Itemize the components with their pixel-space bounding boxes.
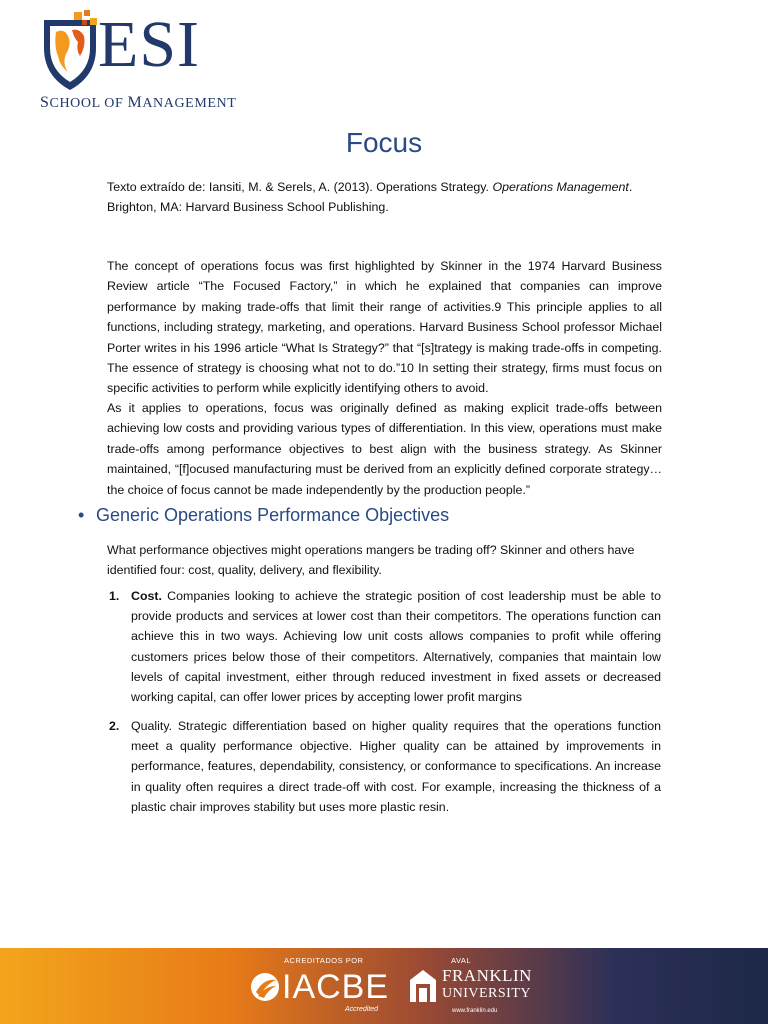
paragraph-2: As it applies to operations, focus was originally defined as making explicit trade-offs between achieving low costs and providing various types of differentiation. In this view, operations must make trade-offs among performance objectives to best align with the business strategy. As Skinner maintained, “[f]ocused manufacturing must be derived from an explicitly defined corporate strategy…the choice of focus cannot be made independently by the production people.” xyxy=(107,401,662,497)
list-term: Cost. xyxy=(131,589,162,603)
list-number: 1. xyxy=(109,589,120,603)
logo-subtitle-initial-1: S xyxy=(40,94,50,111)
citation-suffix: . Brighton, MA: Harvard Business School Publishing. xyxy=(107,180,633,214)
list-text: Strategic differentiation based on higher quality requires that the operations function meet a quality performance objective. Higher quality can be attained by improvements in performance, features, dependability, consistency, or conformance to specifications. An increase in quality often requires a direct trade-off with cost. For example, increasing the thickness of a plastic chair improves stability but uses more plastic resin. xyxy=(131,719,661,814)
logo-subtitle-initial-2: M xyxy=(127,94,143,111)
list-number: 2. xyxy=(109,719,120,733)
franklin-university: UNIVERSITY xyxy=(442,986,531,1001)
footer-banner xyxy=(0,948,768,1024)
iacbe-logo xyxy=(250,968,389,1007)
section-heading xyxy=(78,505,449,526)
paragraph-1: The concept of operations focus was first highlighted by Skinner in the 1974 Harvard Business Review article “The Focused Factory,” in which he explained that companies can improve performance by making trade-offs that limit their range of activities.9 This principle applies to all functions, including strategy, marketing, and operations. Harvard Business School professor Michael Porter writes in his 1996 article “What Is Strategy?” that “[s]trategy is making trade-offs in competing. The essence of strategy is choosing what not to do.”10 In setting their strategy, firms must focus on specific activities to perform while explicitly identifying others to avoid. xyxy=(107,259,662,396)
iacbe-subtitle: Accredited xyxy=(345,1006,379,1013)
section-heading-text: Generic Operations Performance Objectives xyxy=(96,505,450,525)
logo-subtitle-rest-1: CHOOL OF xyxy=(49,96,128,111)
iacbe-text: IACBE xyxy=(282,968,390,1006)
franklin-name: FRANKLIN xyxy=(442,966,532,985)
list-item-quality xyxy=(109,716,661,817)
franklin-url: www.franklin.edu xyxy=(452,1008,498,1014)
section-intro: What performance objectives might operations mangers be trading off? Skinner and others have identified four: cost, quality, delivery, and flexibility. xyxy=(107,543,635,578)
bullet-icon: • xyxy=(78,505,85,525)
logo-subtitle xyxy=(40,94,236,112)
shield-map-icon xyxy=(38,10,102,94)
list-term: Quality. xyxy=(131,719,173,733)
franklin-building-icon xyxy=(408,968,438,1004)
accredited-label: ACREDITADOS POR xyxy=(284,956,364,965)
aval-label: AVAL xyxy=(451,956,472,965)
logo-wordmark: ESI xyxy=(98,8,200,81)
esi-logo xyxy=(38,10,248,110)
source-citation xyxy=(107,177,662,217)
citation-italic: Operations Management xyxy=(492,180,629,194)
page-title: Focus xyxy=(345,127,423,158)
citation-prefix: Texto extraído de: Iansiti, M. & Serels, A. (2013). Operations Strategy. xyxy=(107,180,493,194)
list-text: Companies looking to achieve the strategic position of cost leadership must be able to provide products and services at lower cost than their competitors. The operations function can achieve this in two ways. Achieving low unit costs allows companies to profit while offering customers prices below those of their competitors. Alternatively, companies that maintain low levels of capital investment, either through reduced investment in fixed assets or decreased working capital, can offer lower prices by accepting lower profit margins xyxy=(131,589,661,705)
logo-subtitle-rest-2: ANAGEMENT xyxy=(142,96,237,111)
list-item-cost xyxy=(109,586,661,707)
iacbe-emblem-icon xyxy=(250,972,280,1002)
